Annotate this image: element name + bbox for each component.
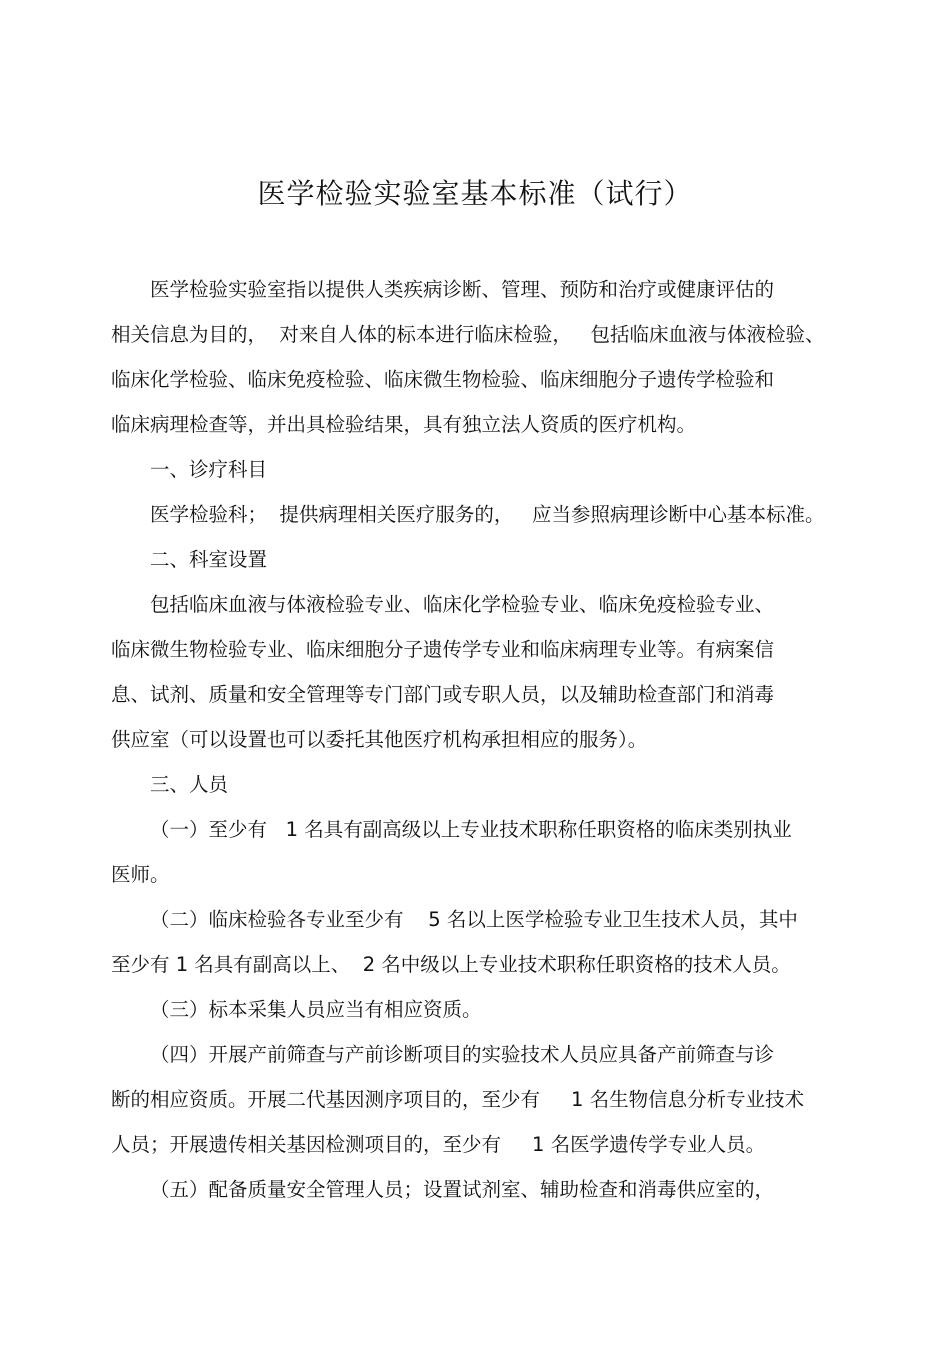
paragraph-line: 临床微生物检验专业、临床细胞分子遗传学专业和临床病理专业等。有病案信 [111,638,775,661]
paragraph-line: （一）至少有 1 名具有副高级以上专业技术职称任职资格的临床类别执业 [150,818,792,841]
paragraph-line: 至少有 1 名具有副高以上、 2 名中级以上专业技术职称任职资格的技术人员。 [111,953,791,976]
paragraph-line: 息、试剂、质量和安全管理等专门部门或专职人员，以及辅助检查部门和消毒 [111,683,775,706]
paragraph-line: （二）临床检验各专业至少有 5 名以上医学检验专业卫生技术人员，其中 [150,908,798,931]
paragraph-line: 医学检验科； 提供病理相关医疗服务的， 应当参照病理诊断中心基本标准。 [150,503,825,526]
paragraph-line: 人员；开展遗传相关基因检测项目的，至少有 1 名医学遗传学专业人员。 [111,1133,766,1156]
paragraph-line: 临床病理检查等，并出具检验结果，具有独立法人资质的医疗机构。 [111,413,697,436]
paragraph-line: （三）标本采集人员应当有相应资质。 [150,998,482,1021]
paragraph-line: 相关信息为目的， 对来自人体的标本进行临床检验， 包括临床血液与体液检验、 [111,323,825,346]
document-title: 医学检验实验室基本标准（试行） [257,177,693,210]
paragraph-line: （四）开展产前筛查与产前诊断项目的实验技术人员应具备产前筛查与诊 [150,1043,775,1066]
section-heading: 三、人员 [150,773,229,796]
paragraph-line: 包括临床血液与体液检验专业、临床化学检验专业、临床免疫检验专业、 [150,593,775,616]
section-heading: 一、诊疗科目 [150,458,268,481]
section-heading: 二、科室设置 [150,548,268,571]
paragraph-line: 断的相应资质。开展二代基因测序项目的，至少有 1 名生物信息分析专业技术 [111,1088,805,1111]
paragraph-line: （五）配备质量安全管理人员；设置试剂室、辅助检查和消毒供应室的， [150,1178,775,1201]
paragraph-line: 医学检验实验室指以提供人类疾病诊断、管理、预防和治疗或健康评估的 [150,278,775,301]
paragraph-line: 供应室（可以设置也可以委托其他医疗机构承担相应的服务）。 [111,728,648,751]
paragraph-line: 医师。 [111,863,170,886]
paragraph-line: 临床化学检验、临床免疫检验、临床微生物检验、临床细胞分子遗传学检验和 [111,368,775,391]
